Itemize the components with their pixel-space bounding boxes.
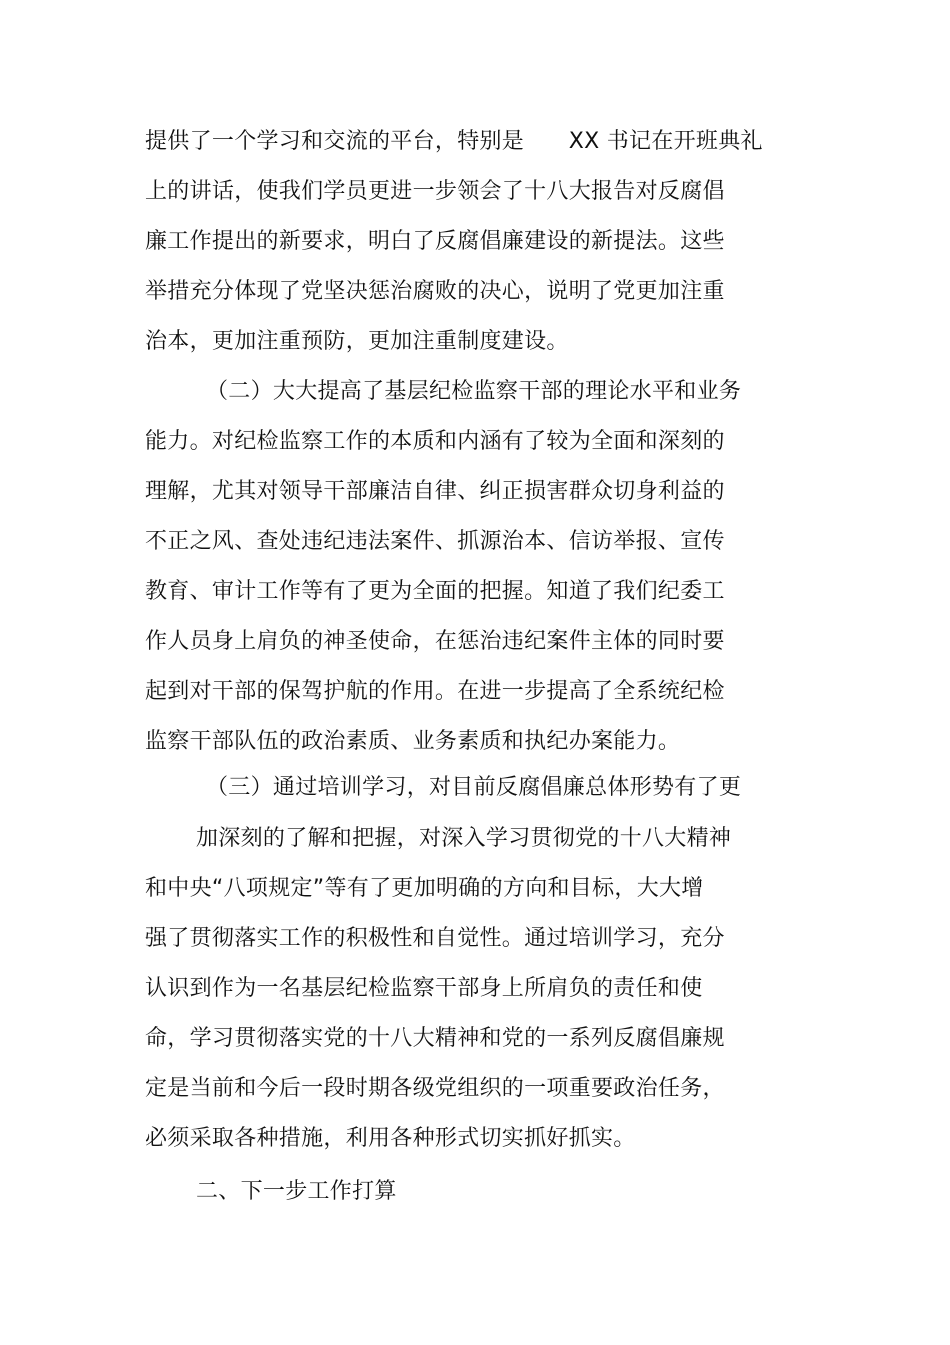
text-line-2: 上的讲话，使我们学员更进一步领会了十八大报告对反腐倡	[145, 179, 725, 204]
text-line-4: 举措充分体现了党坚决惩治腐败的决心，说明了党更加注重	[145, 279, 725, 304]
text-line-7: 能力。对纪检监察工作的本质和内涵有了较为全面和深刻的	[145, 429, 725, 454]
text-line-12: 起到对干部的保驾护航的作用。在进一步提高了全系统纪检	[145, 679, 725, 704]
text-line-17: 强了贯彻落实工作的积极性和自觉性。通过培训学习，充分	[145, 926, 725, 951]
section-heading-next-steps: 二、下一步工作打算	[196, 1179, 397, 1204]
text-line-19: 命，学习贯彻落实党的十八大精神和党的一系列反腐倡廉规	[145, 1026, 725, 1051]
text-line-8: 理解，尤其对领导干部廉洁自律、纠正损害群众切身利益的	[145, 479, 725, 504]
text-line-21: 必须采取各种措施，利用各种形式切实抓好抓实。	[145, 1126, 636, 1151]
section-heading-2: （二）大大提高了基层纪检监察干部的理论水平和业务	[206, 379, 742, 404]
text-line-18: 认识到作为一名基层纪检监察干部身上所肩负的责任和使	[145, 976, 703, 1001]
text-line-16: 和中央“八项规定”等有了更加明确的方向和目标，大大增	[145, 876, 704, 901]
text-line-3: 廉工作提出的新要求，明白了反腐倡廉建设的新提法。这些	[145, 229, 725, 254]
text-line-11: 作人员身上肩负的神圣使命，在惩治违纪案件主体的同时要	[145, 629, 725, 654]
section-heading-3: （三）通过培训学习，对目前反腐倡廉总体形势有了更	[206, 775, 742, 800]
text-line-9: 不正之风、查处违纪违法案件、抓源治本、信访举报、宣传	[145, 529, 725, 554]
text-line-15: 加深刻的了解和把握，对深入学习贯彻党的十八大精神	[196, 826, 732, 851]
text-line-20: 定是当前和今后一段时期各级党组织的一项重要政治任务，	[145, 1076, 725, 1101]
text-line-13: 监察干部队伍的政治素质、业务素质和执纪办案能力。	[145, 729, 681, 754]
text-line-5: 治本，更加注重预防，更加注重制度建设。	[145, 329, 569, 354]
text-line-10: 教育、审计工作等有了更为全面的把握。知道了我们纪委工	[145, 579, 725, 604]
text-line-1: 提供了一个学习和交流的平台，特别是 XX 书记在开班典礼	[145, 129, 763, 154]
